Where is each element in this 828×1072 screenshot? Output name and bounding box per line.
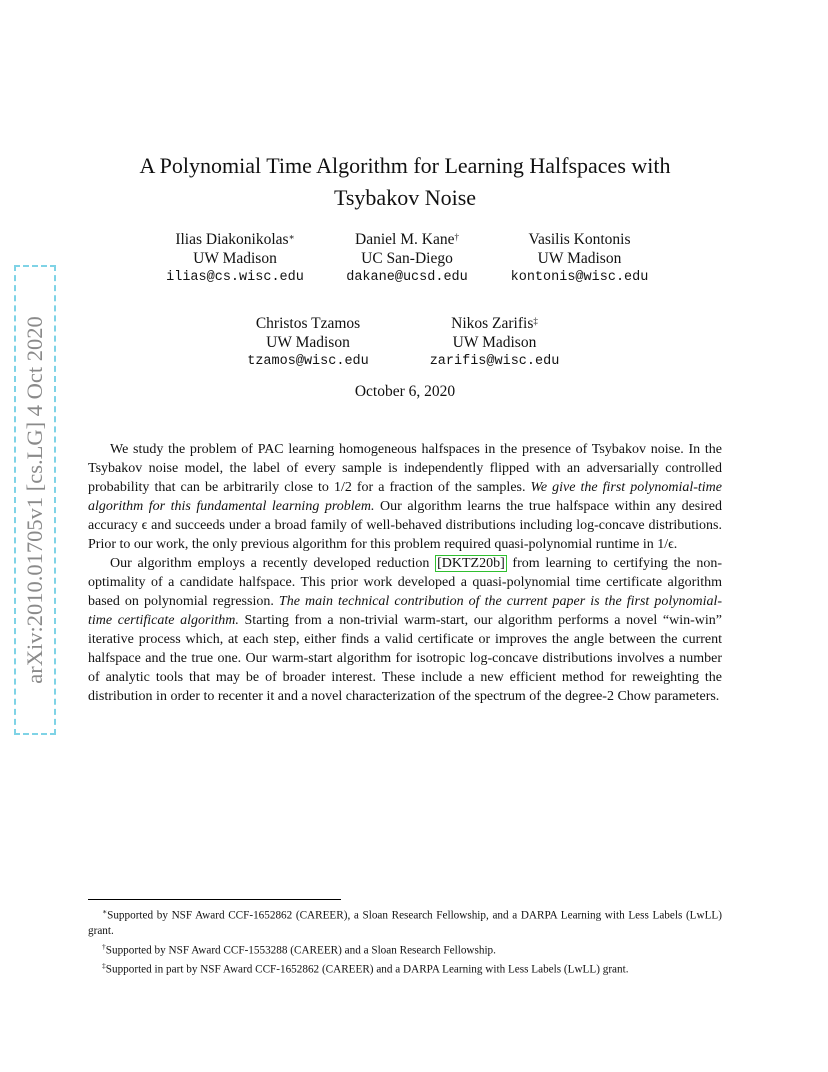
citation-link[interactable]: [DKTZ20b]: [437, 556, 505, 571]
author-email[interactable]: tzamos@wisc.edu: [247, 354, 369, 369]
author-block-5: [412, 314, 577, 371]
author-name: Vasilis Kontonis: [528, 231, 631, 248]
abstract-paragraph-1: We study the problem of PAC learning homogeneous halfspaces in the presence of Tsybakov noise. In the Tsybakov noise model, the label of every sample is independently flipped with an adversarially controlled probability that can be arbitrarily close to 1/2 for a fraction of the samples. We give the first polynomial-time algorithm for this fundamental learning problem. Our algorithm learns the true halfspace within any desired accuracy ϵ and succeeds under a broad family of well-behaved distributions including log-concave distributions. Prior to our work, the only previous algorithm for this problem required quasi-polynomial runtime in 1/ϵ.: [88, 442, 723, 552]
author-affiliation: UW Madison: [452, 334, 537, 351]
footnote-text: Supported by NSF Award CCF-1553288 (CAREER) and a Sloan Research Fellowship.: [105, 944, 496, 957]
footnote-mark: ‡: [102, 961, 106, 971]
footnote-text: Supported in part by NSF Award CCF-1652862 (CAREER) and a DARPA Learning with Less Labels (LwLL) grant.: [105, 964, 629, 977]
author-name: Christos Tzamos: [255, 315, 361, 332]
abstract-emphasis: We give the first polynomial-time algorithm for this fundamental learning problem.: [88, 480, 722, 514]
author-name: Nikos Zarifis: [451, 315, 534, 332]
footnote-mark: ∗: [102, 907, 108, 916]
author-email[interactable]: dakane@ucsd.edu: [346, 270, 468, 285]
title-line-2: Tsybakov Noise: [333, 185, 477, 210]
footnote: [88, 958, 722, 978]
abstract: [88, 440, 722, 706]
abstract-paragraph-2: Our algorithm employs a recently developed reduction [DKTZ20b] from learning to certifying the non-optimality of a candidate halfspace. This prior work developed a quasi-polynomial time certificate algorithm based on polynomial regression. The main technical contribution of the current paper is the first polynomial-time certificate algorithm. Starting from a non-trivial warm-start, our algorithm performs a novel “win-win” iterative process which, at each step, either finds a valid certificate or improves the angle between the current halfspace and the true one. Our warm-start algorithm for isotropic log-concave distributions involves a number of analytic tools that may be of broader interest. These include a new efficient method for reweighting the distribution in order to recenter it and a novel characterization of the spectrum of the degree-2 Chow parameters.: [88, 556, 723, 704]
author-block-2: [322, 230, 492, 287]
author-email[interactable]: zarifis@wisc.edu: [429, 354, 560, 369]
footnote-rule: [88, 899, 341, 900]
paper-title: [88, 150, 722, 214]
abstract-emphasis: The main technical contribution of the current paper is the first polynomial-time certificate algorithm.: [88, 594, 723, 628]
author-email[interactable]: kontonis@wisc.edu: [510, 270, 649, 285]
author-block-1: [145, 230, 325, 287]
author-affiliation: UW Madison: [537, 250, 622, 267]
author-footnote-mark: ‡: [533, 316, 538, 326]
arxiv-identifier: arXiv:2010.01705v1 [cs.LG] 4 Oct 2020: [22, 316, 47, 684]
author-affiliation: UC San-Diego: [361, 250, 453, 267]
author-footnote-mark: †: [454, 232, 459, 242]
footnote-mark: †: [102, 941, 106, 951]
author-footnote-mark: ∗: [288, 232, 295, 242]
footnote: [88, 939, 722, 959]
author-email[interactable]: ilias@cs.wisc.edu: [166, 270, 304, 285]
arxiv-stamp: [14, 265, 56, 735]
title-line-1: A Polynomial Time Algorithm for Learning Halfspaces with: [139, 153, 671, 178]
author-name: Ilias Diakonikolas: [175, 231, 289, 248]
footnote-text: Supported by NSF Award CCF-1652862 (CAREER), a Sloan Research Fellowship, and a DARPA Learning with Less Labels (LwLL) grant.: [88, 909, 722, 937]
author-block-3: [492, 230, 667, 287]
author-affiliation: UW Madison: [193, 250, 277, 267]
author-block-4: [228, 314, 388, 371]
author-name: Daniel M. Kane: [355, 231, 455, 248]
footnotes: [88, 904, 722, 978]
paper-date: October 6, 2020: [354, 383, 456, 400]
author-affiliation: UW Madison: [266, 334, 350, 351]
footnote: [88, 904, 722, 939]
